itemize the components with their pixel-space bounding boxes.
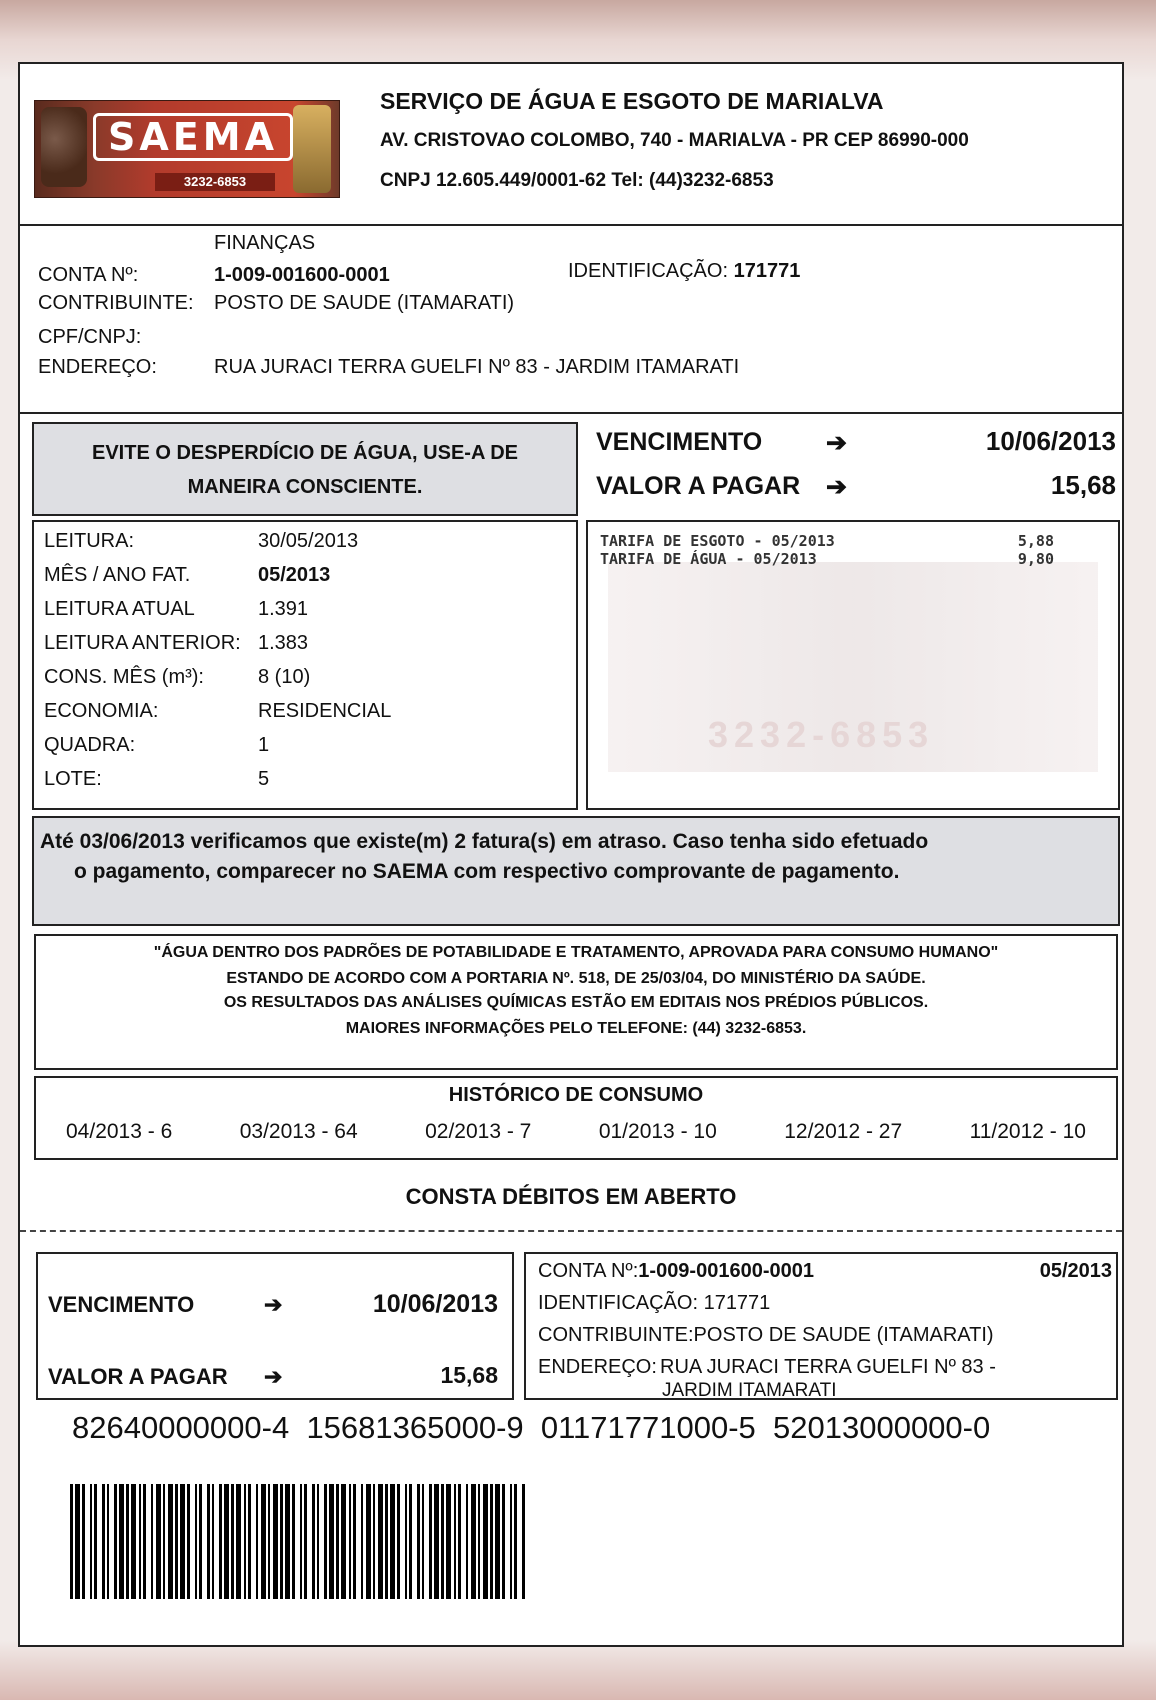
quality-line1: "ÁGUA DENTRO DOS PADRÕES DE POTABILIDADE E TRATAMENTO, APROVADA PARA CONSUMO HUMANO" <box>153 944 999 961</box>
watermark-phone: 3232-6853 <box>708 714 935 755</box>
vencimento-label: VENCIMENTO <box>596 428 763 456</box>
stub-valor-value: 15,68 <box>440 1362 498 1388</box>
barcode-number: 82640000000-4 15681365000-9 01171771000-5 52013000000-0 <box>72 1410 991 1445</box>
stub-valor-label: VALOR A PAGAR <box>48 1364 228 1389</box>
stub-endereco-label: ENDEREÇO: <box>538 1356 657 1378</box>
overdue-line2: o pagamento, comparecer no SAEMA com respectivo comprovante de pagamento. <box>74 860 900 883</box>
arrow-icon: ➔ <box>264 1364 283 1389</box>
saema-logo <box>34 100 340 198</box>
identificacao <box>568 260 800 283</box>
category: FINANÇAS <box>214 232 316 254</box>
arrow-icon: ➔ <box>264 1292 283 1317</box>
stub-ident: IDENTIFICAÇÃO: 171771 <box>538 1292 771 1314</box>
bill-sheet <box>18 62 1124 1647</box>
logo-text: SAEMA <box>93 113 293 161</box>
reading-label: LEITURA ATUAL <box>44 598 195 620</box>
reading-label: MÊS / ANO FAT. <box>44 564 191 586</box>
divider <box>20 412 1122 414</box>
stub-endereco-line2: JARDIM ITAMARATI <box>662 1380 837 1401</box>
stub-conta-label: CONTA Nº: <box>538 1260 639 1282</box>
conservation-notice <box>32 422 578 516</box>
reading-label: CONS. MÊS (m³): <box>44 666 204 688</box>
overdue-notice <box>32 816 1120 926</box>
cut-line <box>20 1230 1122 1232</box>
history-item: 01/2013 - 10 <box>598 1120 717 1143</box>
logo-phone: 3232-6853 <box>155 173 275 191</box>
stub-conta-value: 1-009-001600-0001 <box>638 1260 814 1282</box>
stub-conta <box>538 1260 814 1283</box>
tarifa-esgoto-label: TARIFA DE ESGOTO - 05/2013 <box>600 532 835 550</box>
history-item: 11/2012 - 10 <box>969 1120 1086 1143</box>
history-list <box>66 1120 1086 1144</box>
contrib-label: CONTRIBUINTE: <box>38 292 194 314</box>
reading-value: RESIDENCIAL <box>258 700 392 722</box>
ident-value: 171771 <box>733 260 801 282</box>
tarifa-agua-value: 9,80 <box>1017 550 1054 568</box>
stub-vencimento-value: 10/06/2013 <box>372 1290 498 1318</box>
notice-line2: MANEIRA CONSCIENTE. <box>187 476 423 498</box>
quality-line2: ESTANDO DE ACORDO COM A PORTARIA Nº. 518, DE 25/03/04, DO MINISTÉRIO DA SAÚDE. <box>226 970 926 987</box>
stub-contrib: CONTRIBUINTE:POSTO DE SAUDE (ITAMARATI) <box>538 1324 994 1346</box>
tarifa-agua-label: TARIFA DE ÁGUA - 05/2013 <box>600 550 817 568</box>
cpf-label: CPF/CNPJ: <box>38 326 142 348</box>
reading-value: 8 (10) <box>258 666 311 688</box>
overdue-line1: Até 03/06/2013 verificamos que existe(m) 2 fatura(s) em atraso. Caso tenha sido efetuado <box>40 830 929 853</box>
arrow-icon: ➔ <box>826 429 847 457</box>
conta-value: 1-009-001600-0001 <box>214 264 390 286</box>
tarifas-box <box>586 520 1120 810</box>
history-title: HISTÓRICO DE CONSUMO <box>448 1084 704 1106</box>
reading-box <box>32 520 578 810</box>
stub-vencimento-label: VENCIMENTO <box>48 1292 195 1317</box>
quality-line4: MAIORES INFORMAÇÕES PELO TELEFONE: (44) 3232-6853. <box>345 1020 807 1037</box>
conta-label: CONTA Nº: <box>38 264 139 286</box>
reading-label: LEITURA ANTERIOR: <box>44 632 241 654</box>
tarifa-esgoto-value: 5,88 <box>1017 532 1054 550</box>
reading-value: 1.383 <box>258 632 309 654</box>
history-item: 03/2013 - 64 <box>239 1120 358 1143</box>
company-name: SERVIÇO DE ÁGUA E ESGOTO DE MARIALVA <box>380 88 884 114</box>
valor-label: VALOR A PAGAR <box>596 472 801 500</box>
reading-value: 1 <box>258 734 270 756</box>
valor-value: 15,68 <box>1050 470 1116 500</box>
endereco-label: ENDEREÇO: <box>38 356 157 378</box>
reading-value: 5 <box>258 768 270 790</box>
notice-line1: EVITE O DESPERDÍCIO DE ÁGUA, USE-A DE <box>92 442 518 464</box>
history-item: 04/2013 - 6 <box>66 1120 173 1143</box>
reading-value: 30/05/2013 <box>258 530 359 552</box>
endereco-value: RUA JURACI TERRA GUELFI Nº 83 - JARDIM ITAMARATI <box>214 356 740 378</box>
reading-label: LEITURA: <box>44 530 135 552</box>
company-cnpj: CNPJ 12.605.449/0001-62 Tel: (44)3232-6853 <box>380 170 774 191</box>
stub-account-box <box>524 1252 1118 1400</box>
grape-icon <box>41 107 87 187</box>
quality-line3: OS RESULTADOS DAS ANÁLISES QUÍMICAS ESTÃO EM EDITAIS NOS PRÉDIOS PÚBLICOS. <box>223 994 929 1011</box>
contrib-value: POSTO DE SAUDE (ITAMARATI) <box>214 292 515 314</box>
company-address: AV. CRISTOVAO COLOMBO, 740 - MARIALVA - PR CEP 86990-000 <box>380 130 969 151</box>
stub-payment-box <box>36 1252 514 1400</box>
vencimento-value: 10/06/2013 <box>985 426 1116 456</box>
history-item: 12/2012 - 27 <box>784 1120 903 1143</box>
divider <box>20 224 1122 226</box>
reading-value: 05/2013 <box>258 564 331 586</box>
debts-notice: CONSTA DÉBITOS EM ABERTO <box>405 1184 737 1209</box>
valve-icon <box>293 105 331 193</box>
arrow-icon: ➔ <box>826 473 847 501</box>
stub-endereco-line1: RUA JURACI TERRA GUELFI Nº 83 - <box>660 1356 996 1378</box>
history-box <box>34 1076 1118 1160</box>
quality-box <box>34 934 1118 1070</box>
history-item: 02/2013 - 7 <box>425 1120 532 1143</box>
reading-label: ECONOMIA: <box>44 700 159 722</box>
ident-label: IDENTIFICAÇÃO: <box>568 260 729 282</box>
reading-label: LOTE: <box>44 768 102 790</box>
reading-label: QUADRA: <box>44 734 136 756</box>
barcode-bar <box>525 1484 527 1599</box>
barcode <box>70 1484 800 1599</box>
stub-month: 05/2013 <box>1039 1260 1112 1282</box>
reading-value: 1.391 <box>258 598 309 620</box>
